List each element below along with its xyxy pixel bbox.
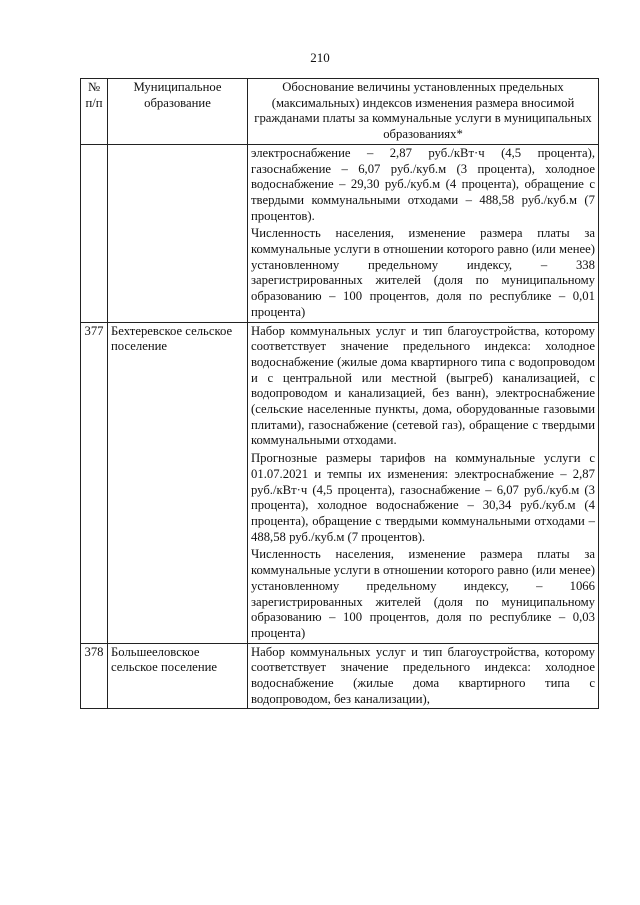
header-num: № п/п xyxy=(81,79,108,145)
paragraph: Набор коммунальных услуг и тип благоустройства, которому соответствует значение предельного индекса: холодное водоснабжение (жилые дома квартирного типа с водопроводом, без канализации), xyxy=(251,644,595,706)
row-justification xyxy=(248,144,599,322)
header-justification: Обоснование величины установленных предельных (максимальных) индексов изменения размера вносимой гражданами платы за коммунальные услуги в муниципальных образованиях* xyxy=(248,79,599,145)
header-municipality: Муниципальное образование xyxy=(108,79,248,145)
table-row xyxy=(81,643,599,709)
row-municipality: Бехтеревское сельское поселение xyxy=(108,322,248,643)
table-row xyxy=(81,144,599,322)
row-num: 377 xyxy=(81,322,108,643)
table-header-row xyxy=(81,79,599,145)
row-municipality: Большееловское сельское поселение xyxy=(108,643,248,709)
paragraph: Численность населения, изменение размера платы за коммунальные услуги в отношении которого равно (или менее) установленному предельному индексу, – 1066 зарегистрированных жителей (доля по муниципальному образованию – 100 процентов, доля по республике – 0,03 процента) xyxy=(251,547,595,640)
tariff-index-table xyxy=(80,78,599,709)
paragraph: электроснабжение – 2,87 руб./кВт·ч (4,5 процента), газоснабжение – 6,07 руб./куб.м (3 процента), холодное водоснабжение – 29,30 руб./куб.м (4 процента), обращение с твердыми коммунальными отходами – 488,58 руб./куб.м (7 процентов). xyxy=(251,145,595,223)
row-justification xyxy=(248,322,599,643)
row-municipality xyxy=(108,144,248,322)
paragraph: Прогнозные размеры тарифов на коммунальные услуги с 01.07.2021 и темпы их изменения: электроснабжение – 2,87 руб./кВт·ч (4,5 процента), газоснабжение – 6,07 руб./куб.м (3 процента), холодное водоснабжение – 30,34 руб./куб.м (4 процента), обращение с твердыми коммунальными отходами – 488,58 руб./куб.м (7 процентов). xyxy=(251,451,595,544)
row-justification xyxy=(248,643,599,709)
paragraph: Численность населения, изменение размера платы за коммунальные услуги в отношении которого равно (или менее) установленному предельному индексу, – 338 зарегистрированных жителей (доля по муниципальному образованию – 100 процентов, доля по республике – 0,01 процента) xyxy=(251,226,595,319)
row-num xyxy=(81,144,108,322)
table-row xyxy=(81,322,599,643)
row-num: 378 xyxy=(81,643,108,709)
page-number: 210 xyxy=(310,50,330,65)
paragraph: Набор коммунальных услуг и тип благоустройства, которому соответствует значение предельного индекса: холодное водоснабжение (жилые дома квартирного типа с водопроводом и с центральной или местной (выгреб) канализацией, с водопроводом и канализацией, без ванн), электроснабжение (сельские населенные пункты, дома, оборудованные газовыми плитами), газоснабжение (сетевой газ), обращение с твердыми коммунальными отходами. xyxy=(251,323,595,448)
